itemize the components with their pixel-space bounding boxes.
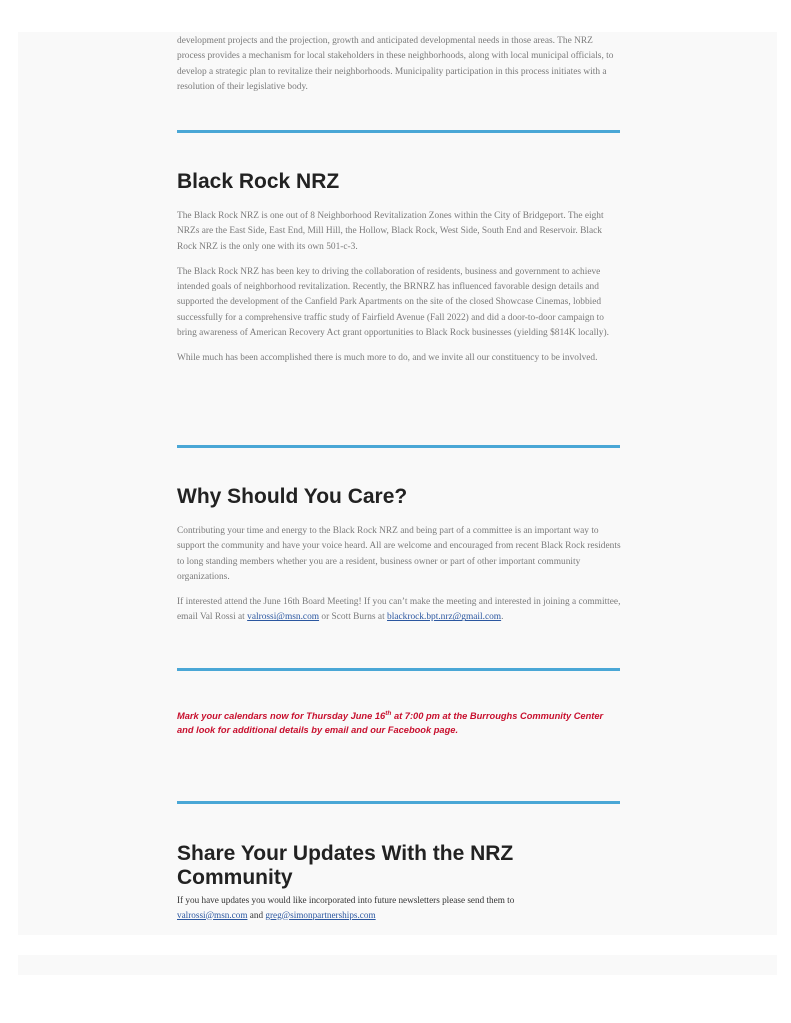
alert-text-part-2: at 7:00 pm at the Burroughs Community Center and look for additional details by email and our Facebook page. (177, 711, 604, 735)
share-text-start: If you have updates you would like incorporated into future newsletters please send them to (177, 895, 515, 905)
why-care-paragraph-1: Contributing your time and energy to the Black Rock NRZ and being part of a committee is an important way to support the community and have your voice heard. All are welcome and encouraged from recent Black Rock residents to long standing members whether you are a resident, business owner or part of other important community organizations. (177, 526, 621, 582)
calendar-alert (177, 710, 621, 737)
black-rock-heading: Black Rock NRZ (177, 170, 340, 193)
black-rock-paragraph-3: While much has been accomplished there is much more to do, and we invite all our constituency to be involved. (177, 353, 598, 364)
intro-section (177, 34, 621, 95)
share-paragraph (177, 893, 547, 922)
black-rock-section (177, 170, 621, 367)
why-care-heading: Why Should You Care? (177, 485, 408, 508)
email-link-valrossi[interactable]: valrossi@msn.com (177, 909, 248, 920)
why-care-section (177, 485, 621, 626)
section-divider (177, 801, 620, 804)
black-rock-paragraph-2: The Black Rock NRZ has been key to driving the collaboration of residents, business and government to achieve intended goals of neighborhood revitalization. Recently, the BRNRZ has influenced favorable design details and supported the development of the Canfield Park Apartments on the site of the closed Showcase Cinemas, lobbied successfully for a comprehensive traffic study of Fairfield Avenue (Fall 2022) and did a door-to-door campaign to bring awareness of American Recovery Act grant opportunities to Black Rock businesses (yielding $814K locally). (177, 266, 609, 339)
share-section (177, 842, 547, 922)
why-care-paragraph-2 (177, 595, 621, 626)
intro-paragraph: development projects and the projection, growth and anticipated developmental needs in those areas. The NRZ process provides a mechanism for local stakeholders in these neighborhoods, along with local municipal officials, to develop a strategic plan to revitalize their neighborhoods. Municipality participation in this process initiates with a resolution of their legislative body. (177, 36, 614, 92)
email-link-val-rossi[interactable]: valrossi@msn.com (247, 612, 320, 623)
alert-superscript: th (385, 709, 392, 717)
why-care-text-mid: or Scott Burns at (319, 612, 388, 623)
alert-text-part-1: Mark your calendars now for Thursday June 16 (177, 711, 386, 721)
section-divider (177, 445, 620, 448)
email-link-scott-burns[interactable]: blackrock.bpt.nrz@gmail.com (387, 612, 502, 623)
share-text-mid: and (247, 909, 266, 920)
email-link-greg[interactable]: greg@simonpartnerships.com (265, 909, 376, 920)
newsletter-panel (18, 32, 777, 935)
black-rock-paragraph-1: The Black Rock NRZ is one out of 8 Neighborhood Revitalization Zones within the City of Bridgeport. The eight NRZs are the East Side, East End, Mill Hill, the Hollow, Black Rock, West Side, South End and Reservoir. Black Rock NRZ is the only one with its own 501-c-3. (177, 211, 604, 252)
why-care-text-end: . (501, 612, 504, 623)
section-divider (177, 668, 620, 671)
section-divider (177, 130, 620, 133)
calendar-alert-text (177, 710, 621, 737)
share-heading: Share Your Updates With the NRZ Community (177, 842, 514, 889)
footer-panel (18, 955, 777, 975)
why-care-text-start: If interested attend the June 16th Board Meeting! If you can’t make the meeting and interested in joining a committee, email Val Rossi at (177, 597, 621, 623)
